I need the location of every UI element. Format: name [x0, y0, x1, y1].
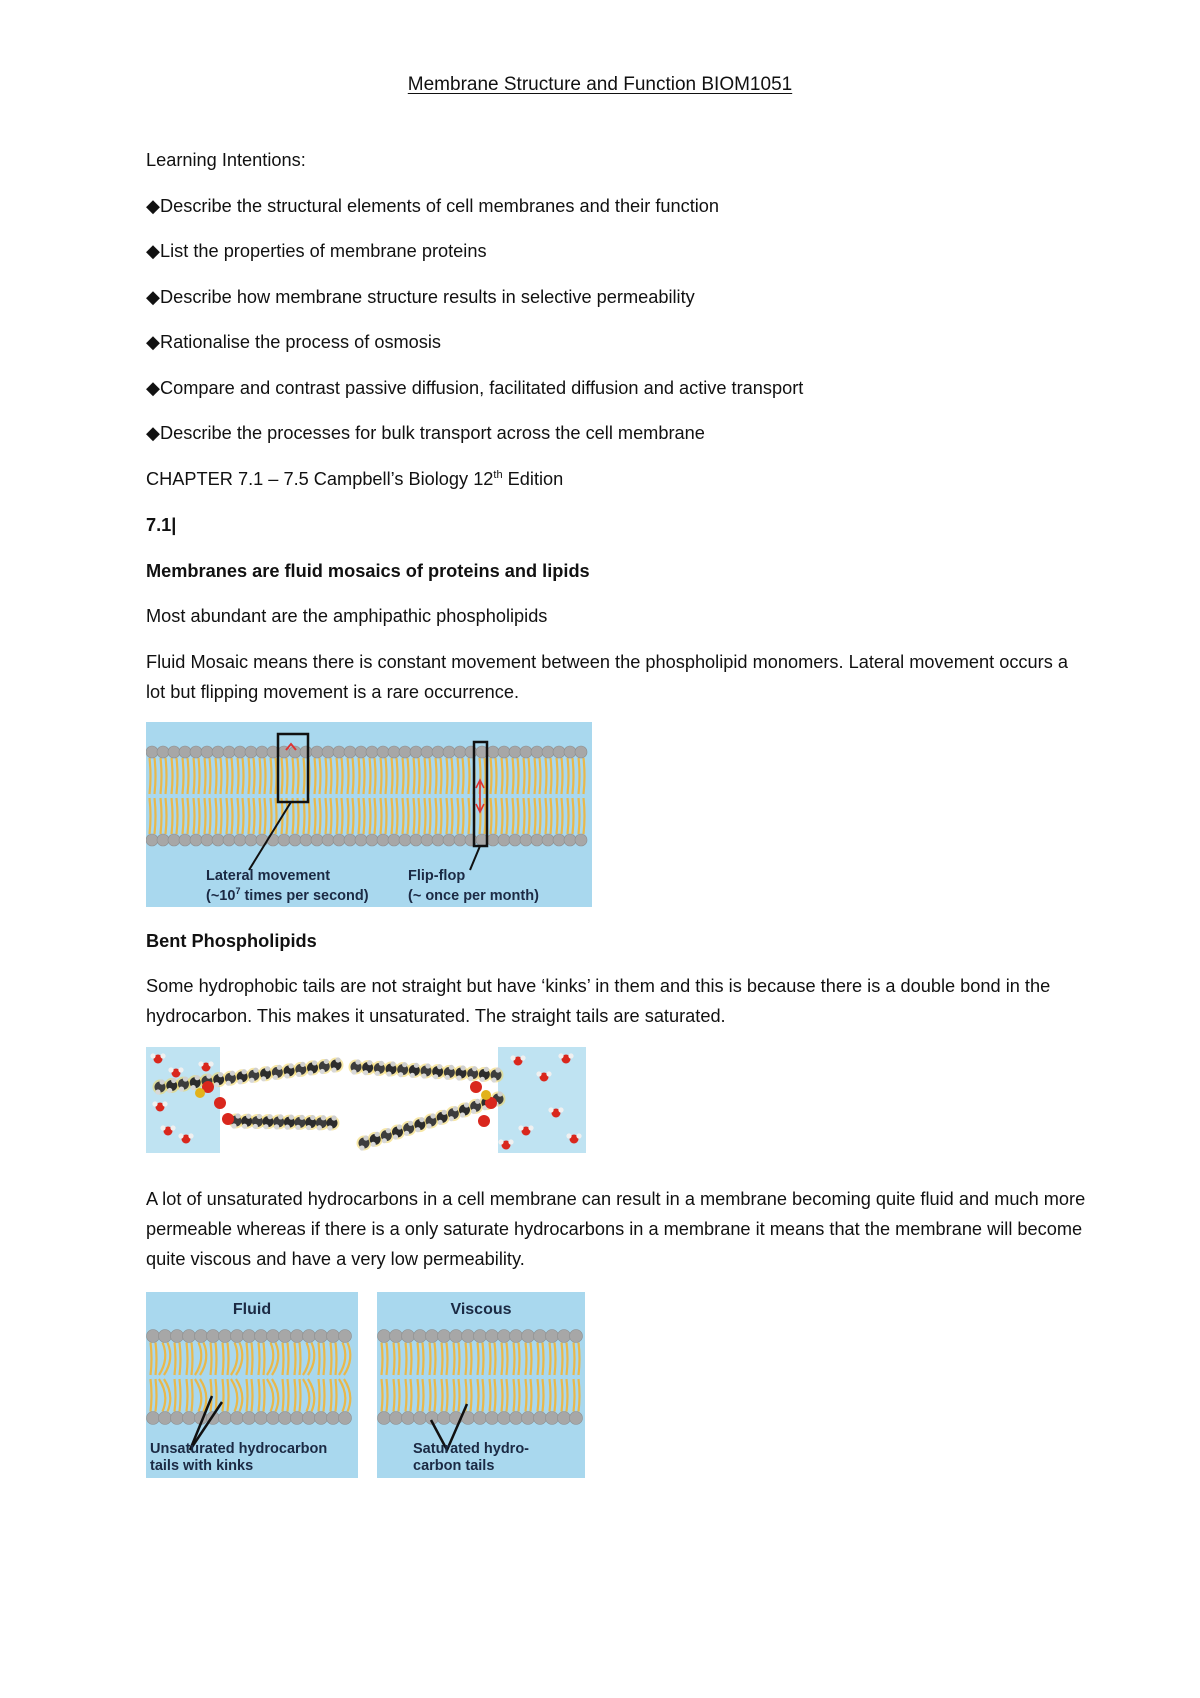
membrane-movement-figure: [146, 722, 592, 907]
diamond-bullet-icon: ◆: [146, 332, 160, 352]
fluid-membrane-figure: [146, 1292, 358, 1478]
learning-intentions-heading: Learning Intentions:: [146, 150, 306, 170]
lateral-movement-rate: ($\sim 10^7$ times per second): [206, 886, 369, 904]
unsaturated-label-line2: tails with kinks: [150, 1458, 254, 1474]
list-item: ◆Describe the structural elements of cell membranes and their function: [146, 196, 720, 216]
bent-phospholipids-heading: Bent Phospholipids: [146, 931, 317, 951]
phospholipid-molecule-illustration: [146, 1047, 586, 1153]
list-item: ◆Rationalise the process of osmosis: [146, 332, 442, 352]
diamond-bullet-icon: ◆: [146, 287, 160, 307]
paragraph: Most abundant are the amphipathic phospholipids: [146, 606, 548, 626]
section-heading: Membranes are fluid mosaics of proteins and lipids: [146, 561, 590, 581]
unsaturated-label: Unsaturated hydrocarbon: [150, 1441, 328, 1457]
saturated-label: Saturated hydro-: [413, 1441, 530, 1457]
viscous-membrane-illustration: [377, 1292, 585, 1478]
list-item: ◆Describe the processes for bulk transport across the cell membrane: [146, 423, 705, 443]
list-item: ◆Compare and contrast passive diffusion, facilitated diffusion and active transport: [146, 378, 804, 398]
flip-flop-rate: (~ once per month): [408, 888, 539, 904]
paragraph: Some hydrophobic tails are not straight but have ‘kinks’ in them and this is because there is a double bond in the hydrocarbon. This makes it unsaturated. The straight tails are saturated.: [146, 976, 1051, 1026]
viscous-title: Viscous: [450, 1301, 512, 1318]
diamond-bullet-icon: ◆: [146, 196, 160, 216]
diamond-bullet-icon: ◆: [146, 241, 160, 261]
diamond-bullet-icon: ◆: [146, 378, 160, 398]
fluid-membrane-illustration: [146, 1292, 358, 1478]
bent-phospholipid-figure: [146, 1047, 586, 1153]
section-number: 7.1|: [146, 515, 177, 535]
list-item: ◆List the properties of membrane proteins: [146, 241, 487, 261]
lateral-movement-label: Lateral movement: [206, 868, 331, 884]
viscous-membrane-figure: [377, 1292, 585, 1478]
fluid-title: Fluid: [232, 1301, 272, 1318]
saturated-label-line2: carbon tails: [413, 1458, 495, 1474]
paragraph: Fluid Mosaic means there is constant movement between the phospholipid monomers. Lateral movement occurs a lot but flipping movement is a rare occurrence.: [146, 652, 1068, 702]
flip-flop-label: Flip-flop: [408, 868, 466, 884]
diamond-bullet-icon: ◆: [146, 423, 160, 443]
page-title: Membrane Structure and Function BIOM1051: [407, 74, 793, 95]
membrane-movement-illustration: [146, 722, 592, 907]
chapter-reference: CHAPTER 7.1 – 7.5 Campbell’s Biology 12th Edition: [146, 468, 564, 489]
paragraph: A lot of unsaturated hydrocarbons in a cell membrane can result in a membrane becoming quite fluid and much more permeable whereas if there is a only saturate hydrocarbons in a membrane it means that the membrane will become quite viscous and have a very low permeability.: [146, 1189, 1086, 1269]
list-item: ◆Describe how membrane structure results in selective permeability: [146, 287, 695, 307]
